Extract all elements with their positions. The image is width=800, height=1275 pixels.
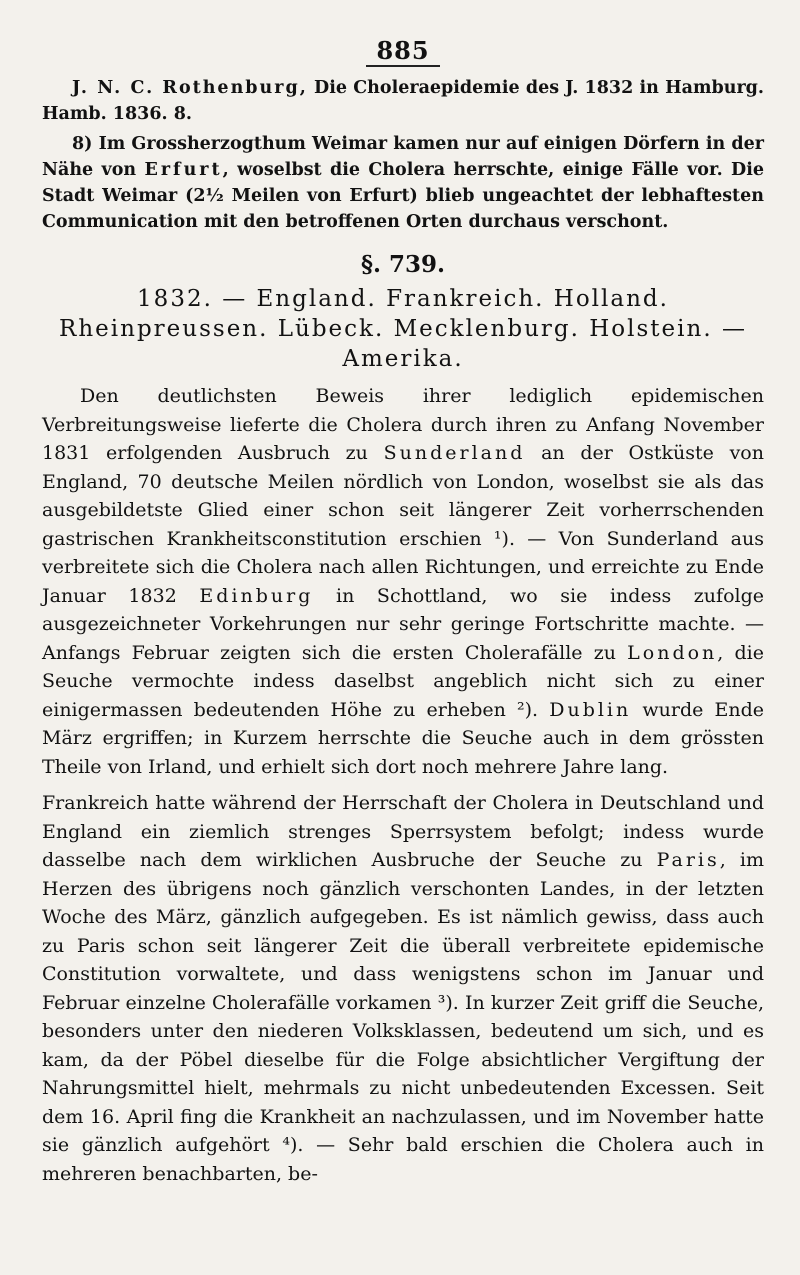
place-london: London [627, 641, 718, 664]
footnote-7 [42, 75, 764, 127]
section-title: §. 739. [360, 251, 446, 278]
paragraph-1: Den deutlichsten Beweis ihrer lediglich epidemischen Verbreitungsweise lieferte die Cholera durch ihren zu Anfang November 1831 erfolgenden Ausbruch zu Sunderland an der Ostküste von England, 70 deutsche Meilen nördlich von London, woselbst sie als das ausgebildetste Glied einer schon seit längerer Zeit vorherrschenden gastrischen Krankheitsconstitution erschien ¹). — Von Sunderland aus verbreitete sich die Cholera nach allen Richtungen, und erreichte zu Ende Januar 1832 Edinburg in Schottland, wo sie indess zufolge ausgezeichneter Vorkehrungen nur sehr geringe Fortschritte machte. — Anfangs Februar zeigten sich die ersten Cholerafälle zu London, die Seuche vermochte indess daselbst angeblich nicht sich zu einer einigermassen bedeutenden Höhe zu erheben ²). Dublin wurde Ende März ergriffen; in Kurzem herrschte die Seuche auch in dem grössten Theile von Irland, und erhielt sich dort noch mehrere Jahre lang. [42, 385, 765, 778]
place-sunderland: Sunderland [383, 442, 526, 464]
footnote-8: 8) Im Grossherzogthum Weimar kamen nur auf einigen Dörfern in der Nähe von Erfurt, woselbst die Cholera herrschte, einige Fälle vor. Die Stadt Weimar (2½ Meilen von Erfurt) blieb ungeachtet der lebhaftesten Communication mit den betroffenen Orten durchaus verschont. [42, 134, 764, 232]
paragraph-2: Frankreich hatte während der Herrschaft der Cholera in Deutschland und England ein ziemlich strenges Sperrsystem befolgt; indess wurde dasselbe nach dem wirklichen Ausbruche der Seuche zu Paris, im Herzen des übrigens noch gänzlich verschonten Landes, in der letzten Woche des März, gänzlich aufgegeben. Es ist nämlich gewiss, dass auch zu Paris schon seit längerer Zeit die überall verbreitete epidemische Constitution vorwaltete, und dass wenigstens schon im Januar und Februar einzelne Cholerafälle vorkamen ³). In kurzer Zeit griff die Seuche, besonders unter den niederen Volksklassen, bedeutend um sich, und es kam, da der Pöbel dieselbe für die Folge absichtlicher Vergiftung der Nahrungsmittel hielt, mehrmals zu nicht unbedeutenden Excessen. Seit dem 16. April fing die Krankheit an nachzulassen, und im November hatte sie gänzlich aufgehört ⁴). — Sehr bald erschien die Cholera auch in mehreren benachbarten, be- [42, 792, 764, 1185]
body-text [42, 382, 764, 1188]
footnote-author: J. N. C. Rothenburg, [72, 78, 308, 98]
place-edinburg: Edinburg [199, 584, 314, 607]
place-erfurt: Erfurt [144, 160, 223, 180]
footnote-ref: Die Choleraepidemie des J. 1832 in Hamburg. Hamb. 1836. 8. [42, 78, 765, 124]
place-dublin: Dublin [549, 698, 632, 721]
place-paris: Paris [656, 849, 720, 871]
page-number: 885 [42, 36, 764, 65]
section-heading: 1832. — England. Frankreich. Holland. Rheinpreussen. Lübeck. Mecklenburg. Holstein. — Amerika. [59, 286, 747, 372]
